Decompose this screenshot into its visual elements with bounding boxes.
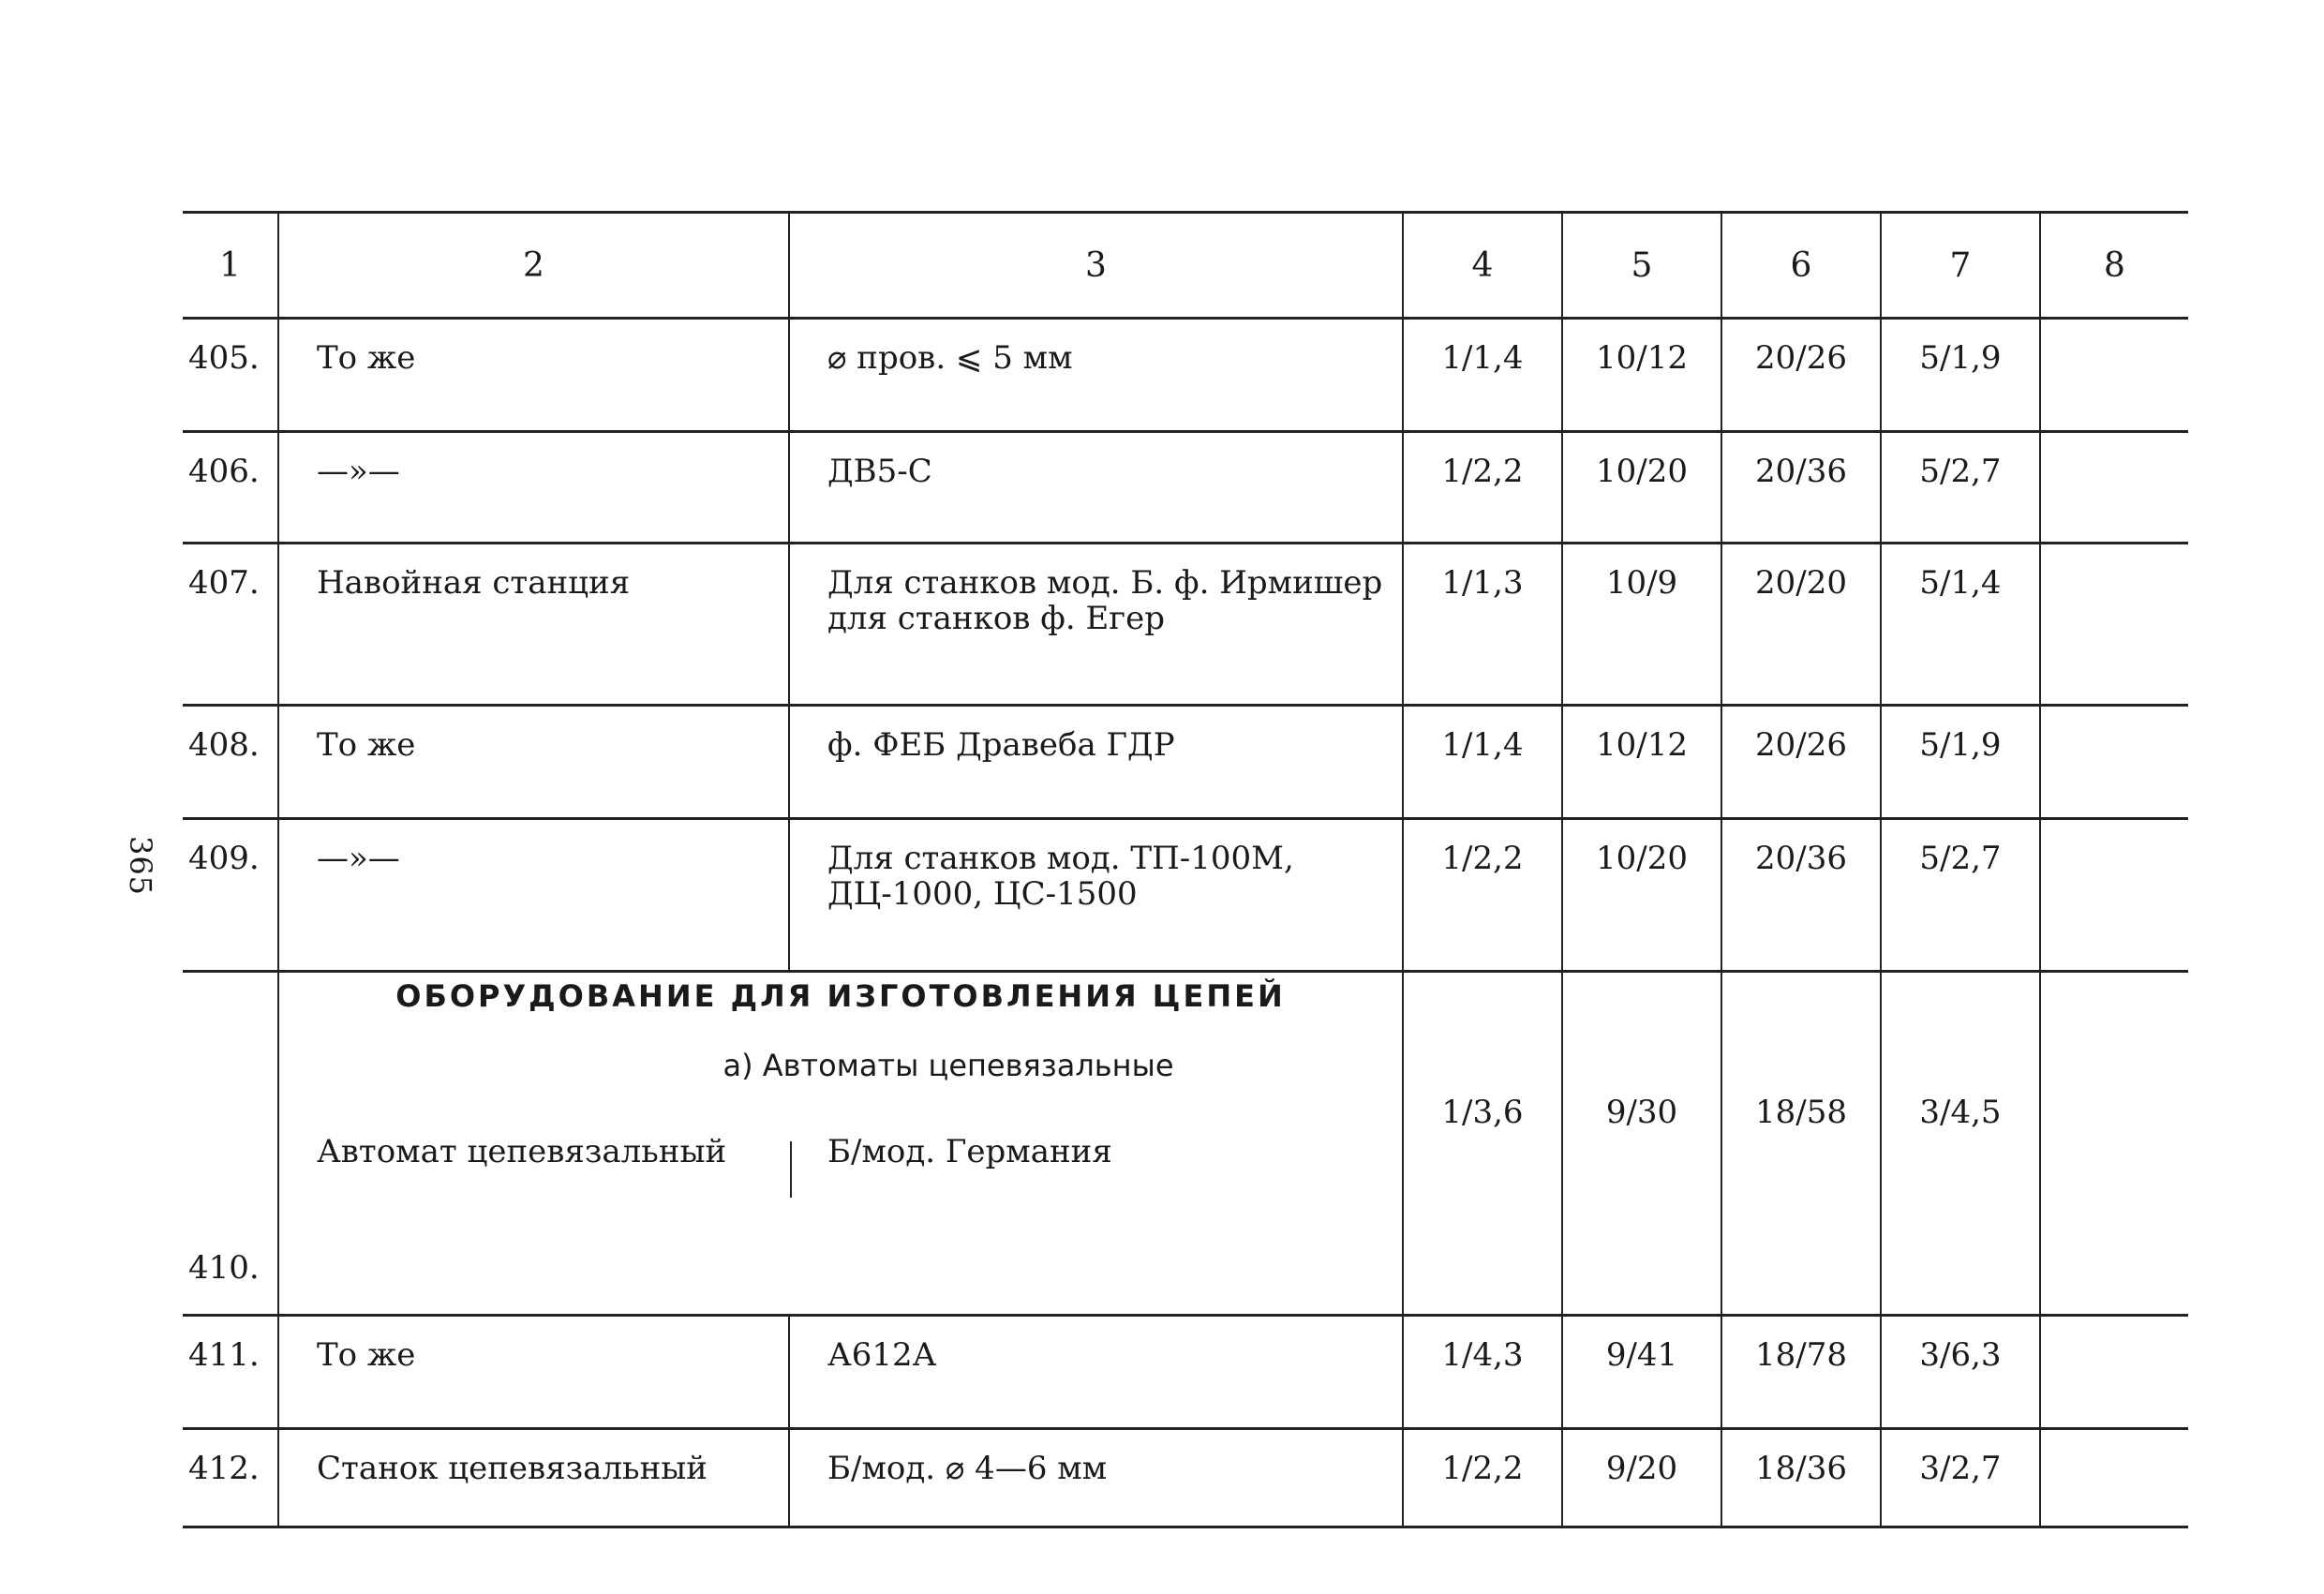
value-col-6: 20/36 [1721,432,1881,544]
section-header-block [279,978,1402,1198]
value-col-8 [2040,706,2188,819]
equipment-spec: ф. ФЕБ Дравеба ГДР [789,706,1403,819]
section-row [183,972,2188,1316]
equipment-name: —»— [278,819,789,972]
header-col-5: 5 [1562,213,1721,319]
value-col-8 [2040,319,2188,432]
value-col-7: 5/2,7 [1881,432,2040,544]
equipment-spec: ДВ5-С [789,432,1403,544]
row-number: 407. [183,544,278,706]
header-col-1: 1 [183,213,278,319]
table-row [183,1316,2188,1429]
row-number: 410. [183,972,278,1316]
column-divider [790,1141,792,1198]
equipment-spec: Б/мод. ⌀ 4—6 мм [789,1429,1403,1527]
value-col-5: 9/20 [1562,1429,1721,1527]
value-col-6: 18/58 [1721,972,1881,1316]
value-col-6: 20/26 [1721,319,1881,432]
value-col-5: 10/20 [1562,819,1721,972]
value-col-5: 10/12 [1562,706,1721,819]
table-row [183,319,2188,432]
value-col-4: 1/2,2 [1403,432,1562,544]
value-col-6: 18/36 [1721,1429,1881,1527]
equipment-spec: А612А [789,1316,1403,1429]
value-col-8 [2040,1429,2188,1527]
equipment-spec: Для станков мод. ТП-100М, ДЦ-1000, ЦС-1500 [789,819,1403,972]
equipment-name: То же [278,319,789,432]
row-number: 406. [183,432,278,544]
table-row [183,819,2188,972]
value-col-4: 1/1,4 [1403,706,1562,819]
value-col-4: 1/4,3 [1403,1316,1562,1429]
value-col-5: 9/30 [1562,972,1721,1316]
row-number: 408. [183,706,278,819]
value-col-7: 5/1,9 [1881,706,2040,819]
equipment-name: Автомат цепевязальный [317,1133,727,1170]
row-number: 405. [183,319,278,432]
value-col-4: 1/2,2 [1403,1429,1562,1527]
equipment-table [183,211,2188,1528]
header-col-6: 6 [1721,213,1881,319]
header-col-3: 3 [789,213,1403,319]
value-col-6: 20/26 [1721,706,1881,819]
equipment-name: То же [278,1316,789,1429]
value-col-4: 1/1,4 [1403,319,1562,432]
value-col-7: 5/1,9 [1881,319,2040,432]
value-col-8 [2040,432,2188,544]
value-col-5: 10/12 [1562,319,1721,432]
value-col-8 [2040,1316,2188,1429]
table-row [183,544,2188,706]
equipment-spec: Для станков мод. Б. ф. Ирмишер для станков ф. Егер [789,544,1403,706]
value-col-8 [2040,819,2188,972]
value-col-7: 3/4,5 [1881,972,2040,1316]
equipment-spec: ⌀ пров. ⩽ 5 мм [789,319,1403,432]
page-number: 365 [123,835,159,897]
value-col-5: 9/41 [1562,1316,1721,1429]
equipment-name: Навойная станция [278,544,789,706]
equipment-table-container [183,211,2188,1528]
value-col-7: 5/2,7 [1881,819,2040,972]
table-row [183,1429,2188,1527]
row-number: 409. [183,819,278,972]
table-row [183,706,2188,819]
row-number: 411. [183,1316,278,1429]
section-header-cell [278,972,1403,1316]
equipment-spec: Б/мод. Германия [827,1133,1112,1170]
equipment-name: —»— [278,432,789,544]
value-col-7: 3/6,3 [1881,1316,2040,1429]
value-col-6: 20/20 [1721,544,1881,706]
header-col-2: 2 [278,213,789,319]
value-col-5: 10/20 [1562,432,1721,544]
section-first-item [279,1132,1402,1198]
value-col-8 [2040,544,2188,706]
value-col-6: 20/36 [1721,819,1881,972]
header-row [183,213,2188,319]
value-col-7: 3/2,7 [1881,1429,2040,1527]
value-col-6: 18/78 [1721,1316,1881,1429]
value-col-4: 1/2,2 [1403,819,1562,972]
value-col-4: 1/3,6 [1403,972,1562,1316]
header-col-8: 8 [2040,213,2188,319]
table-row [183,432,2188,544]
value-col-7: 5/1,4 [1881,544,2040,706]
value-col-4: 1/1,3 [1403,544,1562,706]
equipment-name: То же [278,706,789,819]
value-col-5: 10/9 [1562,544,1721,706]
header-col-4: 4 [1403,213,1562,319]
row-number: 412. [183,1429,278,1527]
section-title: ОБОРУДОВАНИЕ ДЛЯ ИЗГОТОВЛЕНИЯ ЦЕПЕЙ [395,978,1286,1014]
equipment-name: Станок цепевязальный [278,1429,789,1527]
subsection-title: а) Автоматы цепевязальные [723,1048,1174,1083]
value-col-8 [2040,972,2188,1316]
header-col-7: 7 [1881,213,2040,319]
